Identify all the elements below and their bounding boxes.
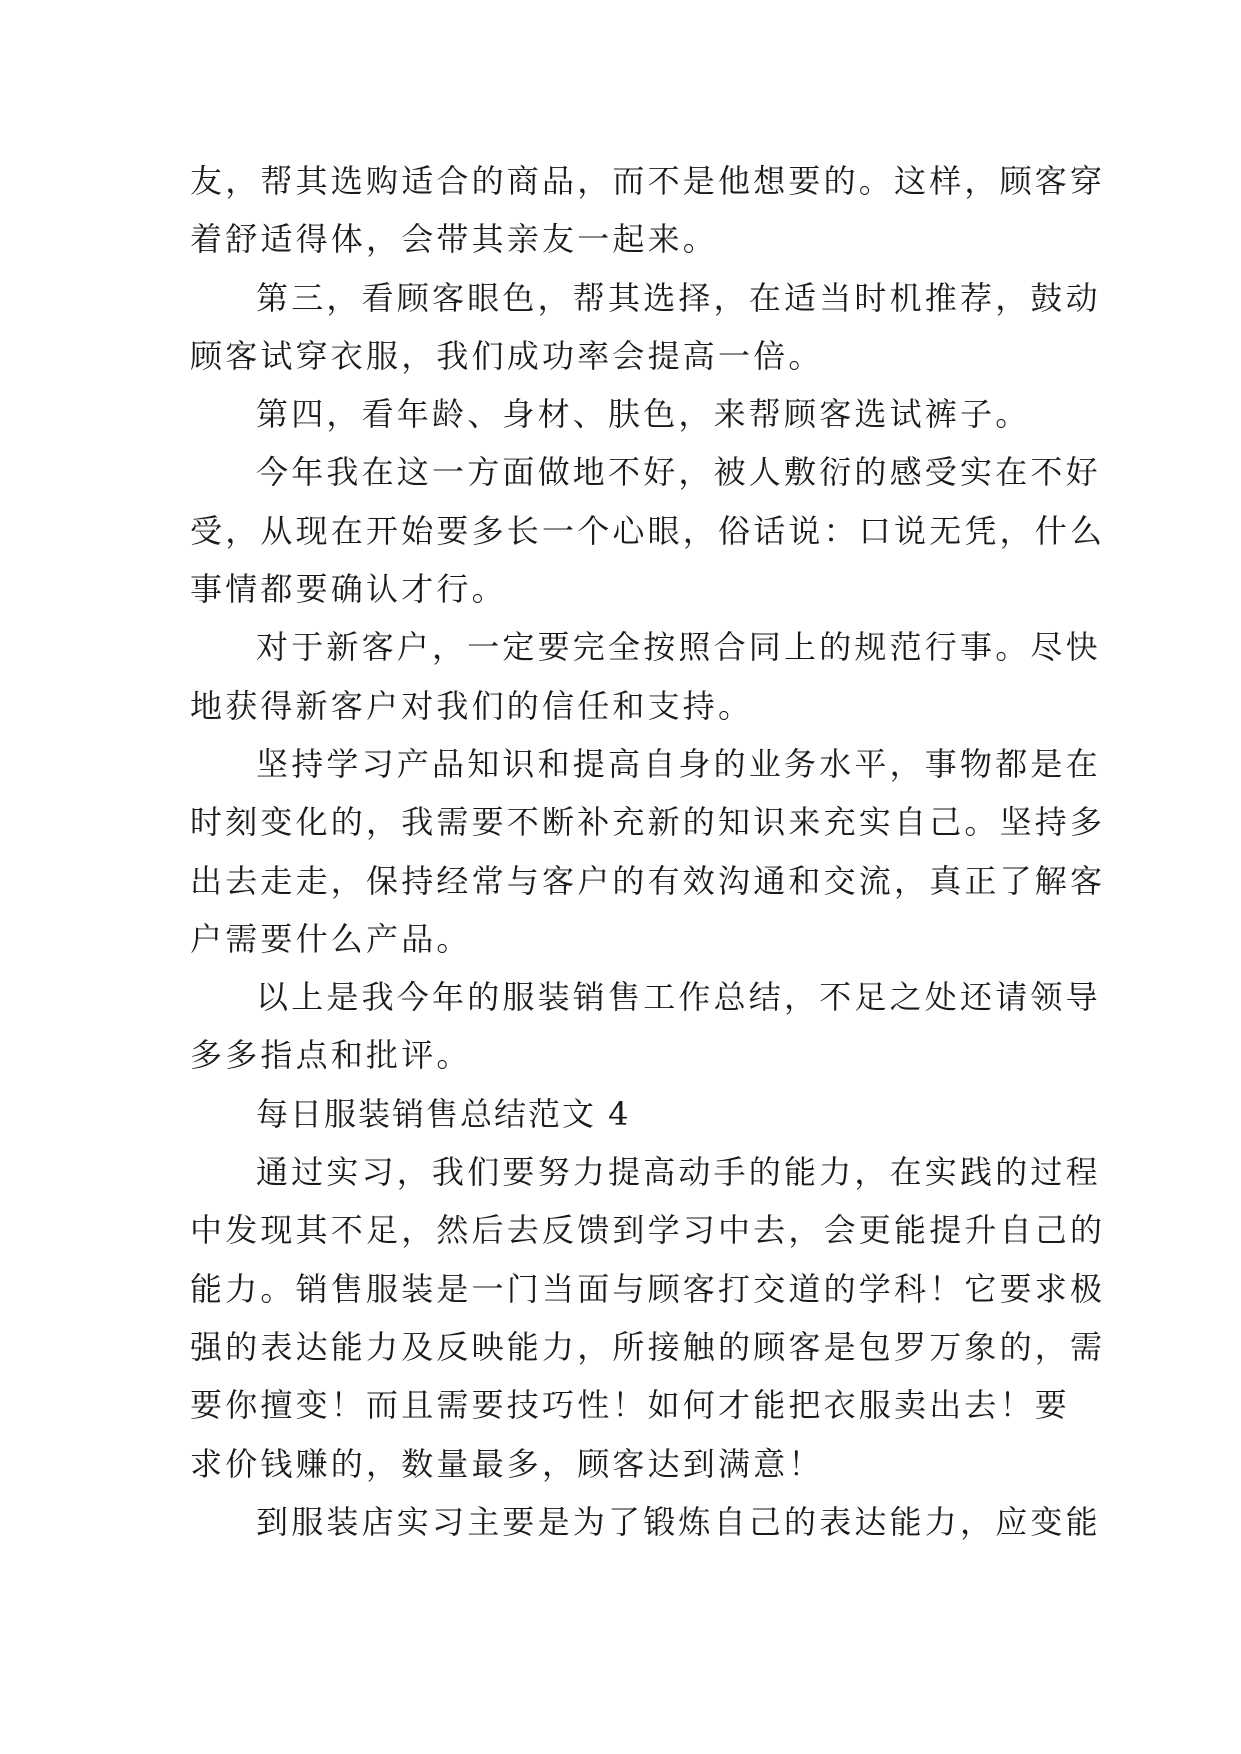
text-line: 出去走走，保持经常与客户的有效沟通和交流，真正了解客	[190, 861, 1106, 900]
paragraph-start-line: 第三，看顾客眼色，帮其选择，在适当时机推荐，鼓动	[256, 278, 1101, 317]
text-line: 能力。销售服装是一门当面与顾客打交道的学科！它要求极	[190, 1269, 1106, 1308]
paragraph-start-line: 坚持学习产品知识和提高自身的业务水平，事物都是在	[256, 744, 1101, 783]
text-line: 要你擅变！而且需要技巧性！如何才能把衣服卖出去！要	[190, 1386, 1071, 1425]
paragraph-start-line: 今年我在这一方面做地不好，被人敷衍的感受实在不好	[256, 453, 1101, 492]
text-line: 地获得新客户对我们的信任和支持。	[190, 686, 754, 725]
text-line: 友，帮其选购适合的商品，而不是他想要的。这样，顾客穿	[190, 162, 1106, 200]
text-line: 着舒适得体，会带其亲友一起来。	[190, 220, 719, 259]
text-line: 中发现其不足，然后去反馈到学习中去，会更能提升自己的	[190, 1211, 1106, 1250]
section-heading: 每日服装销售总结范文 4	[256, 1094, 631, 1133]
paragraph-start-line: 对于新客户，一定要完全按照合同上的规范行事。尽快	[256, 628, 1101, 667]
text-line: 户需要什么产品。	[190, 919, 472, 958]
paragraph-start-line: 到服装店实习主要是为了锻炼自己的表达能力，应变能	[256, 1502, 1101, 1541]
text-line: 顾客试穿衣服，我们成功率会提高一倍。	[190, 336, 824, 375]
text-line: 多多指点和批评。	[190, 1036, 472, 1075]
paragraph-start-line: 以上是我今年的服装销售工作总结，不足之处还请领导	[256, 978, 1101, 1017]
text-line: 强的表达能力及反映能力，所接触的顾客是包罗万象的，需	[190, 1327, 1106, 1366]
text-line: 事情都要确认才行。	[190, 570, 507, 609]
paragraph-start-line: 第四，看年龄、身材、肤色，来帮顾客选试裤子。	[256, 395, 1031, 434]
paragraph-start-line: 通过实习，我们要努力提高动手的能力，在实践的过程	[256, 1153, 1101, 1192]
text-line: 时刻变化的，我需要不断补充新的知识来充实自己。坚持多	[190, 803, 1106, 842]
text-line: 求价钱赚的，数量最多，顾客达到满意！	[190, 1444, 824, 1483]
document-body	[190, 152, 1106, 1551]
text-line: 受，从现在开始要多长一个心眼，俗话说：口说无凭，什么	[190, 511, 1106, 550]
